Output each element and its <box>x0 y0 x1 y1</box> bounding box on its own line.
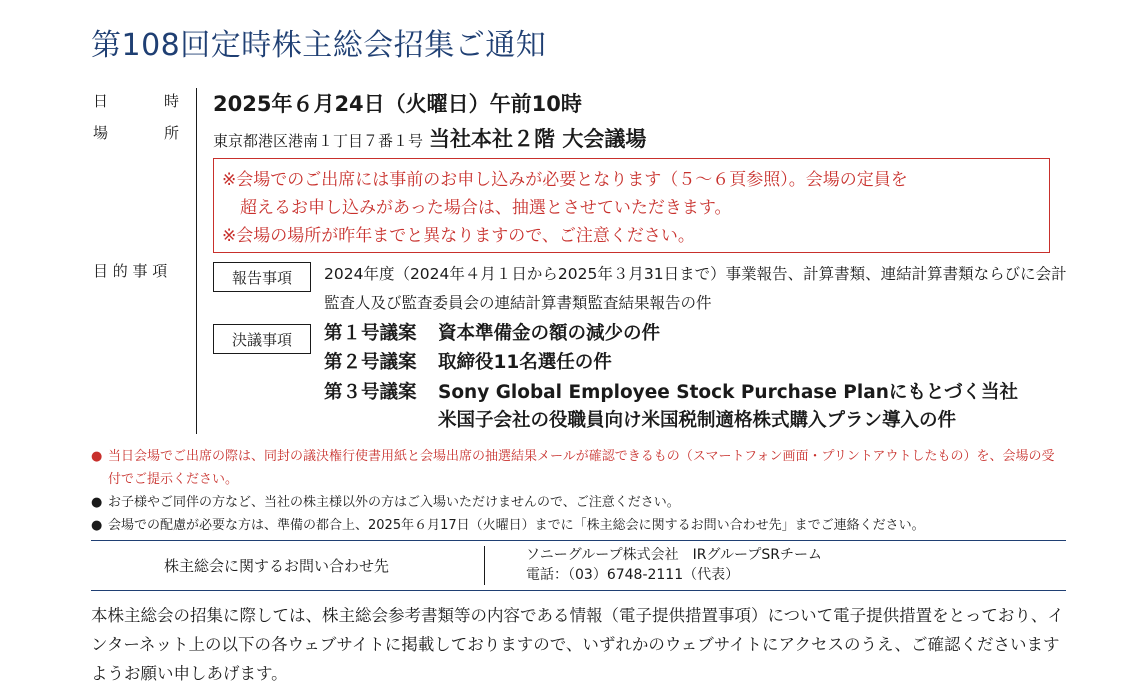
resolution-item-3 <box>324 378 1018 404</box>
label-venue-char2: 所 <box>163 124 179 142</box>
notice-line-2: 超えるお申し込みがあった場合は、抽選とさせていただきます。 <box>240 198 732 218</box>
electronic-provision-note: 本株主総会の招集に際しては、株主総会参考書類等の内容である情報（電子提供措置事項）について電子提供措置をとっており、インターネット上の以下の各ウェブサイトに掲載しておりますので、いずれかのウェブサイトにアクセスのうえ、ご確認くださいますようお願い申しあげます。 <box>91 606 1064 683</box>
note-text: 会場での配慮が必要な方は、準備の都合上、2025年６月17日（火曜日）までに「株主総会に関するお問い合わせ先」までご連絡ください。 <box>108 518 925 533</box>
resolution-2-text: 取締役11名選任の件 <box>438 352 612 373</box>
vertical-divider <box>196 88 197 434</box>
contact-panel <box>91 540 1066 591</box>
meeting-datetime: 2025年６月24日（火曜日）午前10時 <box>213 92 582 116</box>
resolution-item-2 <box>324 348 612 374</box>
report-items-tag: 報告事項 <box>213 262 311 292</box>
label-datetime-char2: 時 <box>163 92 179 110</box>
label-purpose: 目 的 事 項 <box>93 262 168 280</box>
label-datetime-char1: 日 <box>93 92 109 110</box>
note-item <box>91 514 1066 537</box>
bullet-dot-icon: ● <box>91 495 103 510</box>
note-text: お子様やご同伴の方など、当社の株主様以外の方はご入場いただけませんので、ご注意ください。 <box>108 495 680 510</box>
resolution-1-text: 資本準備金の額の減少の件 <box>438 323 661 344</box>
note-item <box>91 445 1066 491</box>
resolution-3-continued: 米国子会社の役職員向け米国税制適格株式購入プラン導入の件 <box>438 410 957 431</box>
resolution-3-text: Sony Global Employee Stock Purchase Planにもとづく当社 <box>438 382 1018 403</box>
bullet-dot-icon: ● <box>91 449 103 464</box>
meeting-venue <box>213 123 646 153</box>
resolution-1-number: 第１号議案 <box>324 323 417 344</box>
venue-notice-box <box>213 158 1050 253</box>
notice-line-3: ※会場の場所が昨年までと異なりますので、ご注意ください。 <box>222 226 695 246</box>
note-item <box>91 491 1066 514</box>
resolution-item-1 <box>324 319 660 345</box>
resolution-2-number: 第２号議案 <box>324 352 417 373</box>
bullet-dot-icon: ● <box>91 518 103 533</box>
report-items-text: 2024年度（2024年４月１日から2025年３月31日まで）事業報告、計算書類、連結計算書類ならびに会計監査人及び監査委員会の連結計算書類監査結果報告の件 <box>324 265 1067 312</box>
attendance-notes <box>91 445 1066 537</box>
contact-organization: ソニーグループ株式会社 IRグループSRチーム <box>526 547 822 563</box>
contact-phone: 電話：（03）6748-2111（代表） <box>526 567 740 583</box>
contact-label: 株主総会に関するお問い合わせ先 <box>164 557 390 575</box>
note-text: 当日会場でご出席の際は、同封の議決権行使書用紙と会場出席の抽選結果メールが確認できるもの（スマートフォン画面・プリントアウトしたもの）を、会場の受付でご提示ください。 <box>108 449 1055 487</box>
contact-divider <box>484 546 485 585</box>
label-venue-char1: 場 <box>93 124 109 142</box>
page-title: 第108回定時株主総会招集ご通知 <box>91 28 547 63</box>
contact-info <box>526 545 822 585</box>
venue-place: 当社本社２階 大会議場 <box>429 127 647 151</box>
label-datetime <box>93 90 179 111</box>
venue-address: 東京都港区港南１丁目７番１号 <box>213 132 424 150</box>
notice-line-1: ※会場でのご出席には事前のお申し込みが必要となります（５～６頁参照）。会場の定員を <box>222 170 908 190</box>
resolution-items-tag: 決議事項 <box>213 324 311 354</box>
resolution-3-number: 第３号議案 <box>324 382 417 403</box>
label-venue <box>93 122 179 143</box>
